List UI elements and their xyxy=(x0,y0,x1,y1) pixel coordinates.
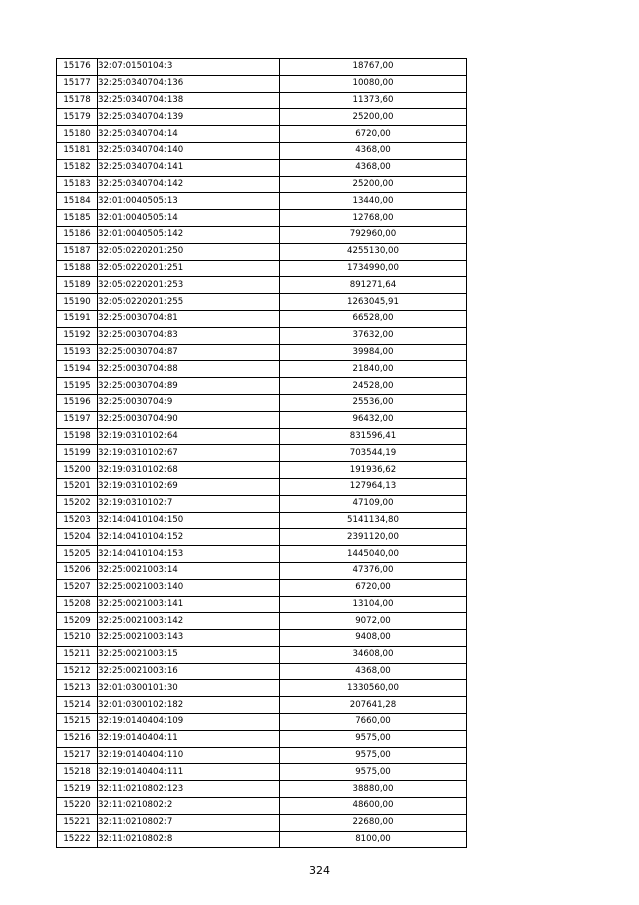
cadastral-number-cell: 32:25:0340704:139 xyxy=(98,109,280,126)
cadastral-number-cell: 32:19:0140404:109 xyxy=(98,714,280,731)
table-row xyxy=(57,596,467,613)
value-cell: 1734990,00 xyxy=(280,260,467,277)
value-cell: 11373,60 xyxy=(280,92,467,109)
table-row xyxy=(57,714,467,731)
row-number-cell: 15203 xyxy=(57,512,98,529)
row-number-cell: 15216 xyxy=(57,730,98,747)
row-number-cell: 15215 xyxy=(57,714,98,731)
value-cell: 1445040,00 xyxy=(280,546,467,563)
table-row xyxy=(57,361,467,378)
row-number-cell: 15181 xyxy=(57,142,98,159)
value-cell: 34608,00 xyxy=(280,646,467,663)
table-row xyxy=(57,243,467,260)
row-number-cell: 15187 xyxy=(57,243,98,260)
table-row xyxy=(57,344,467,361)
row-number-cell: 15179 xyxy=(57,109,98,126)
row-number-cell: 15191 xyxy=(57,310,98,327)
table-row xyxy=(57,680,467,697)
table-row xyxy=(57,512,467,529)
value-cell: 7660,00 xyxy=(280,714,467,731)
value-cell: 1330560,00 xyxy=(280,680,467,697)
row-number-cell: 15214 xyxy=(57,697,98,714)
table-row xyxy=(57,579,467,596)
table-row xyxy=(57,781,467,798)
value-cell: 4255130,00 xyxy=(280,243,467,260)
row-number-cell: 15209 xyxy=(57,613,98,630)
value-cell: 25200,00 xyxy=(280,176,467,193)
value-cell: 1263045,91 xyxy=(280,294,467,311)
value-cell: 891271,64 xyxy=(280,277,467,294)
value-cell: 703544,19 xyxy=(280,445,467,462)
row-number-cell: 15198 xyxy=(57,428,98,445)
value-cell: 25536,00 xyxy=(280,394,467,411)
value-cell: 792960,00 xyxy=(280,226,467,243)
value-cell: 8100,00 xyxy=(280,831,467,848)
row-number-cell: 15189 xyxy=(57,277,98,294)
cadastral-number-cell: 32:11:0210802:123 xyxy=(98,781,280,798)
table-row xyxy=(57,59,467,76)
cadastral-number-cell: 32:25:0030704:89 xyxy=(98,378,280,395)
row-number-cell: 15207 xyxy=(57,579,98,596)
value-cell: 191936,62 xyxy=(280,462,467,479)
table-row xyxy=(57,411,467,428)
cadastral-number-cell: 32:01:0300101:30 xyxy=(98,680,280,697)
cadastral-number-cell: 32:25:0030704:88 xyxy=(98,361,280,378)
cadastral-number-cell: 32:19:0310102:64 xyxy=(98,428,280,445)
row-number-cell: 15177 xyxy=(57,75,98,92)
table-row xyxy=(57,226,467,243)
cadastral-number-cell: 32:11:0210802:7 xyxy=(98,814,280,831)
value-cell: 5141134,80 xyxy=(280,512,467,529)
value-cell: 39984,00 xyxy=(280,344,467,361)
table-row xyxy=(57,630,467,647)
cadastral-number-cell: 32:14:0410104:152 xyxy=(98,529,280,546)
value-cell: 207641,28 xyxy=(280,697,467,714)
table-row xyxy=(57,75,467,92)
cadastral-number-cell: 32:19:0140404:110 xyxy=(98,747,280,764)
cadastral-number-cell: 32:05:0220201:255 xyxy=(98,294,280,311)
value-cell: 4368,00 xyxy=(280,159,467,176)
cadastral-number-cell: 32:25:0021003:140 xyxy=(98,579,280,596)
cadastral-number-cell: 32:25:0340704:138 xyxy=(98,92,280,109)
cadastral-number-cell: 32:14:0410104:150 xyxy=(98,512,280,529)
cadastral-number-cell: 32:14:0410104:153 xyxy=(98,546,280,563)
table-row xyxy=(57,814,467,831)
cadastral-number-cell: 32:25:0340704:140 xyxy=(98,142,280,159)
cadastral-number-cell: 32:25:0021003:15 xyxy=(98,646,280,663)
value-cell: 66528,00 xyxy=(280,310,467,327)
row-number-cell: 15193 xyxy=(57,344,98,361)
cadastral-number-cell: 32:25:0030704:9 xyxy=(98,394,280,411)
value-cell: 10080,00 xyxy=(280,75,467,92)
table-row xyxy=(57,428,467,445)
table-row xyxy=(57,697,467,714)
row-number-cell: 15194 xyxy=(57,361,98,378)
row-number-cell: 15192 xyxy=(57,327,98,344)
value-cell: 9575,00 xyxy=(280,764,467,781)
cadastral-number-cell: 32:19:0310102:68 xyxy=(98,462,280,479)
cadastral-number-cell: 32:05:0220201:250 xyxy=(98,243,280,260)
cadastral-number-cell: 32:25:0340704:14 xyxy=(98,126,280,143)
cadastral-number-cell: 32:19:0310102:67 xyxy=(98,445,280,462)
row-number-cell: 15195 xyxy=(57,378,98,395)
value-cell: 48600,00 xyxy=(280,798,467,815)
row-number-cell: 15176 xyxy=(57,59,98,76)
cadastral-number-cell: 32:01:0040505:13 xyxy=(98,193,280,210)
cadastral-number-cell: 32:19:0310102:69 xyxy=(98,478,280,495)
table-row xyxy=(57,613,467,630)
value-cell: 6720,00 xyxy=(280,126,467,143)
cadastral-number-cell: 32:25:0340704:136 xyxy=(98,75,280,92)
table-row xyxy=(57,109,467,126)
table-row xyxy=(57,92,467,109)
table-row xyxy=(57,495,467,512)
row-number-cell: 15182 xyxy=(57,159,98,176)
value-cell: 25200,00 xyxy=(280,109,467,126)
table-row xyxy=(57,277,467,294)
table-row xyxy=(57,730,467,747)
table-row xyxy=(57,394,467,411)
value-cell: 37632,00 xyxy=(280,327,467,344)
row-number-cell: 15201 xyxy=(57,478,98,495)
value-cell: 127964,13 xyxy=(280,478,467,495)
cadastral-number-cell: 32:19:0310102:7 xyxy=(98,495,280,512)
cadastral-number-cell: 32:25:0030704:83 xyxy=(98,327,280,344)
row-number-cell: 15210 xyxy=(57,630,98,647)
row-number-cell: 15188 xyxy=(57,260,98,277)
table-row xyxy=(57,327,467,344)
table-row xyxy=(57,831,467,848)
row-number-cell: 15184 xyxy=(57,193,98,210)
row-number-cell: 15212 xyxy=(57,663,98,680)
value-cell: 21840,00 xyxy=(280,361,467,378)
table-row xyxy=(57,764,467,781)
cadastral-number-cell: 32:25:0340704:142 xyxy=(98,176,280,193)
cadastral-number-cell: 32:25:0021003:141 xyxy=(98,596,280,613)
table-row xyxy=(57,646,467,663)
table-row xyxy=(57,193,467,210)
row-number-cell: 15220 xyxy=(57,798,98,815)
row-number-cell: 15185 xyxy=(57,210,98,227)
table-row xyxy=(57,445,467,462)
value-cell: 9072,00 xyxy=(280,613,467,630)
table-row xyxy=(57,798,467,815)
row-number-cell: 15183 xyxy=(57,176,98,193)
value-cell: 13440,00 xyxy=(280,193,467,210)
cadastral-number-cell: 32:25:0021003:14 xyxy=(98,562,280,579)
cadastral-number-cell: 32:25:0340704:141 xyxy=(98,159,280,176)
cadastral-number-cell: 32:25:0030704:81 xyxy=(98,310,280,327)
cadastral-value-table xyxy=(56,58,467,848)
cadastral-number-cell: 32:07:0150104:3 xyxy=(98,59,280,76)
row-number-cell: 15206 xyxy=(57,562,98,579)
row-number-cell: 15217 xyxy=(57,747,98,764)
row-number-cell: 15218 xyxy=(57,764,98,781)
cadastral-number-cell: 32:25:0030704:90 xyxy=(98,411,280,428)
row-number-cell: 15186 xyxy=(57,226,98,243)
row-number-cell: 15180 xyxy=(57,126,98,143)
value-cell: 24528,00 xyxy=(280,378,467,395)
cadastral-number-cell: 32:25:0030704:87 xyxy=(98,344,280,361)
table-row xyxy=(57,310,467,327)
row-number-cell: 15200 xyxy=(57,462,98,479)
cadastral-number-cell: 32:19:0140404:111 xyxy=(98,764,280,781)
table-row xyxy=(57,378,467,395)
cadastral-number-cell: 32:25:0021003:142 xyxy=(98,613,280,630)
cadastral-number-cell: 32:01:0040505:14 xyxy=(98,210,280,227)
value-cell: 9575,00 xyxy=(280,747,467,764)
table-row xyxy=(57,176,467,193)
cadastral-number-cell: 32:11:0210802:8 xyxy=(98,831,280,848)
table-row xyxy=(57,159,467,176)
table-row xyxy=(57,462,467,479)
cadastral-number-cell: 32:25:0021003:143 xyxy=(98,630,280,647)
table-row xyxy=(57,747,467,764)
value-cell: 96432,00 xyxy=(280,411,467,428)
row-number-cell: 15178 xyxy=(57,92,98,109)
cadastral-number-cell: 32:01:0040505:142 xyxy=(98,226,280,243)
row-number-cell: 15196 xyxy=(57,394,98,411)
row-number-cell: 15211 xyxy=(57,646,98,663)
row-number-cell: 15213 xyxy=(57,680,98,697)
cadastral-number-cell: 32:01:0300102:182 xyxy=(98,697,280,714)
page-number: 324 xyxy=(309,864,330,877)
row-number-cell: 15219 xyxy=(57,781,98,798)
cadastral-number-cell: 32:05:0220201:251 xyxy=(98,260,280,277)
cadastral-number-cell: 32:05:0220201:253 xyxy=(98,277,280,294)
row-number-cell: 15222 xyxy=(57,831,98,848)
value-cell: 18767,00 xyxy=(280,59,467,76)
table-row xyxy=(57,142,467,159)
cadastral-number-cell: 32:19:0140404:11 xyxy=(98,730,280,747)
cadastral-number-cell: 32:25:0021003:16 xyxy=(98,663,280,680)
row-number-cell: 15208 xyxy=(57,596,98,613)
row-number-cell: 15204 xyxy=(57,529,98,546)
table-row xyxy=(57,546,467,563)
value-cell: 22680,00 xyxy=(280,814,467,831)
value-cell: 9575,00 xyxy=(280,730,467,747)
value-cell: 4368,00 xyxy=(280,142,467,159)
value-cell: 4368,00 xyxy=(280,663,467,680)
table-row xyxy=(57,260,467,277)
row-number-cell: 15205 xyxy=(57,546,98,563)
table-row xyxy=(57,478,467,495)
value-cell: 38880,00 xyxy=(280,781,467,798)
table-body xyxy=(57,59,467,848)
value-cell: 12768,00 xyxy=(280,210,467,227)
row-number-cell: 15197 xyxy=(57,411,98,428)
value-cell: 6720,00 xyxy=(280,579,467,596)
row-number-cell: 15199 xyxy=(57,445,98,462)
table-row xyxy=(57,210,467,227)
table-row xyxy=(57,562,467,579)
cadastral-number-cell: 32:11:0210802:2 xyxy=(98,798,280,815)
value-cell: 831596,41 xyxy=(280,428,467,445)
row-number-cell: 15221 xyxy=(57,814,98,831)
row-number-cell: 15202 xyxy=(57,495,98,512)
table-row xyxy=(57,529,467,546)
value-cell: 13104,00 xyxy=(280,596,467,613)
table-row xyxy=(57,126,467,143)
value-cell: 9408,00 xyxy=(280,630,467,647)
table-row xyxy=(57,294,467,311)
row-number-cell: 15190 xyxy=(57,294,98,311)
value-cell: 47376,00 xyxy=(280,562,467,579)
value-cell: 2391120,00 xyxy=(280,529,467,546)
value-cell: 47109,00 xyxy=(280,495,467,512)
table-row xyxy=(57,663,467,680)
